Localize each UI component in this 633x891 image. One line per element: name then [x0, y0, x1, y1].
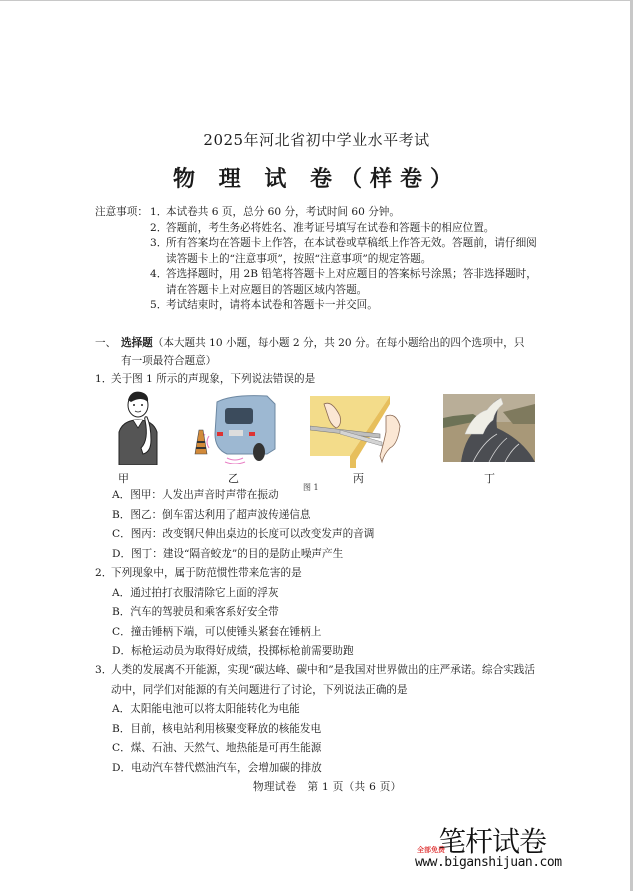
- figure-label-ding: 丁: [484, 472, 495, 485]
- question-stem: 下列现象中，属于防范惯性带来危害的是: [111, 567, 302, 579]
- figure-caption: 图 1: [303, 483, 319, 492]
- note-item: [150, 298, 545, 314]
- option-d: D．标枪运动员为取得好成绩，投掷标枪前需要助跑: [112, 645, 354, 657]
- option-d: D．电动汽车替代燃油汽车，会增加碳的排放: [112, 761, 322, 774]
- question-1-options: [95, 486, 545, 564]
- option-a: A．图甲：人发出声音时声带在振动: [112, 489, 279, 501]
- figure-label-jia: 甲: [118, 472, 129, 485]
- note-text: 答题前，考生务必将姓名、准考证号填写在试卷和答题卡的相应位置。: [166, 221, 495, 234]
- note-number: 3．: [150, 237, 168, 249]
- question-number: 3．: [95, 664, 113, 676]
- option-c: C．煤、石油、天然气、地热能是可再生能源: [112, 742, 322, 754]
- figure-label-yi: 乙: [228, 472, 239, 485]
- person-touching-throat-image: [111, 390, 166, 465]
- section-number: 一、: [95, 337, 117, 349]
- option-c: C．撞击锤柄下端，可以使锤头紧套在锤柄上: [112, 625, 322, 638]
- note-text: 答选择题时，用 2B 铅笔将答题卡上对应题目的答案标号涂黑；答非选择题时，请在答题卡上对应题目的答题区域内答题。: [166, 268, 537, 296]
- option-b: B．目前，核电站利用核聚变释放的核能发电: [112, 722, 322, 735]
- question-stem: 关于图 1 所示的声现象，下列说法错误的是: [111, 373, 316, 385]
- question-2: [95, 564, 545, 662]
- page-footer: 物理试卷 第 1 页（共 6 页）: [253, 781, 402, 793]
- note-number: 4．: [150, 268, 168, 280]
- noise-barrier-tunnel-image: [443, 394, 535, 462]
- note-text: 考试结束时，请将本试卷和答题卡一并交回。: [166, 299, 378, 311]
- option-d: D．图丁：建设“隔音蛟龙”的目的是防止噪声产生: [112, 547, 344, 560]
- ruler-on-table-image: [310, 396, 405, 468]
- note-text: 本试卷共 6 页，总分 60 分，考试时间 60 分钟。: [166, 206, 400, 218]
- section-header: [95, 334, 545, 370]
- note-text: 所有答案均在答题卡上作答，在本试卷或草稿纸上作答无效。答题前，请仔细阅读答题卡上的“注意事项”，按照“注意事项”的规定答题。: [166, 237, 537, 265]
- note-item: [150, 221, 545, 237]
- option-a: A．通过拍打衣服清除它上面的浮灰: [112, 586, 279, 599]
- question-1-stem-block: [95, 370, 545, 390]
- option-a: A．太阳能电池可以将太阳能转化为电能: [112, 703, 300, 715]
- option-c: C．图丙：改变钢尺伸出桌边的长度可以改变发声的音调: [112, 528, 375, 540]
- note-number: 5．: [150, 299, 168, 311]
- question-3: [95, 661, 545, 778]
- note-item: [150, 236, 545, 267]
- note-number: 1．: [150, 206, 168, 218]
- figure-label-bing: 丙: [353, 472, 364, 485]
- exam-title: 物 理 试 卷（样卷）: [173, 167, 460, 192]
- section-description: （本大题共 10 小题，每小题 2 分，共 20 分。在每小题给出的四个选项中，只: [152, 337, 525, 349]
- option-b: B．汽车的驾驶员和乘客系好安全带: [112, 606, 279, 618]
- notes-label: 注意事项：: [95, 206, 148, 218]
- exam-subtitle: 2025年河北省初中学业水平考试: [203, 131, 430, 149]
- note-item: [150, 267, 545, 298]
- note-item: [150, 205, 545, 221]
- watermark-url-link[interactable]: www.biganshijuan.com: [415, 855, 562, 870]
- car-reversing-radar-image: [187, 394, 277, 464]
- question-number: 1．: [95, 373, 113, 385]
- watermark-brand: 笔杆试卷: [438, 825, 547, 858]
- section-title: 选择题: [121, 337, 153, 349]
- watermark-logo[interactable]: [412, 820, 592, 880]
- question-number: 2．: [95, 567, 113, 579]
- question-stem: 人类的发展离不开能源，实现“碳达峰、碳中和”是我国对世界做出的庄严承诺。综合实践活动中，同学们对能源的有关问题进行了讨论，下列说法正确的是: [111, 664, 535, 696]
- option-b: B．图乙：倒车雷达利用了超声波传递信息: [112, 508, 311, 521]
- note-number: 2．: [150, 221, 168, 234]
- watermark-free-tag: 全部免费: [417, 846, 445, 854]
- section-description-continued: 有一项最符合题意）: [121, 355, 217, 367]
- figure-1: [95, 390, 545, 490]
- exam-notes: [95, 205, 545, 314]
- page-border-top: [0, 0, 633, 1]
